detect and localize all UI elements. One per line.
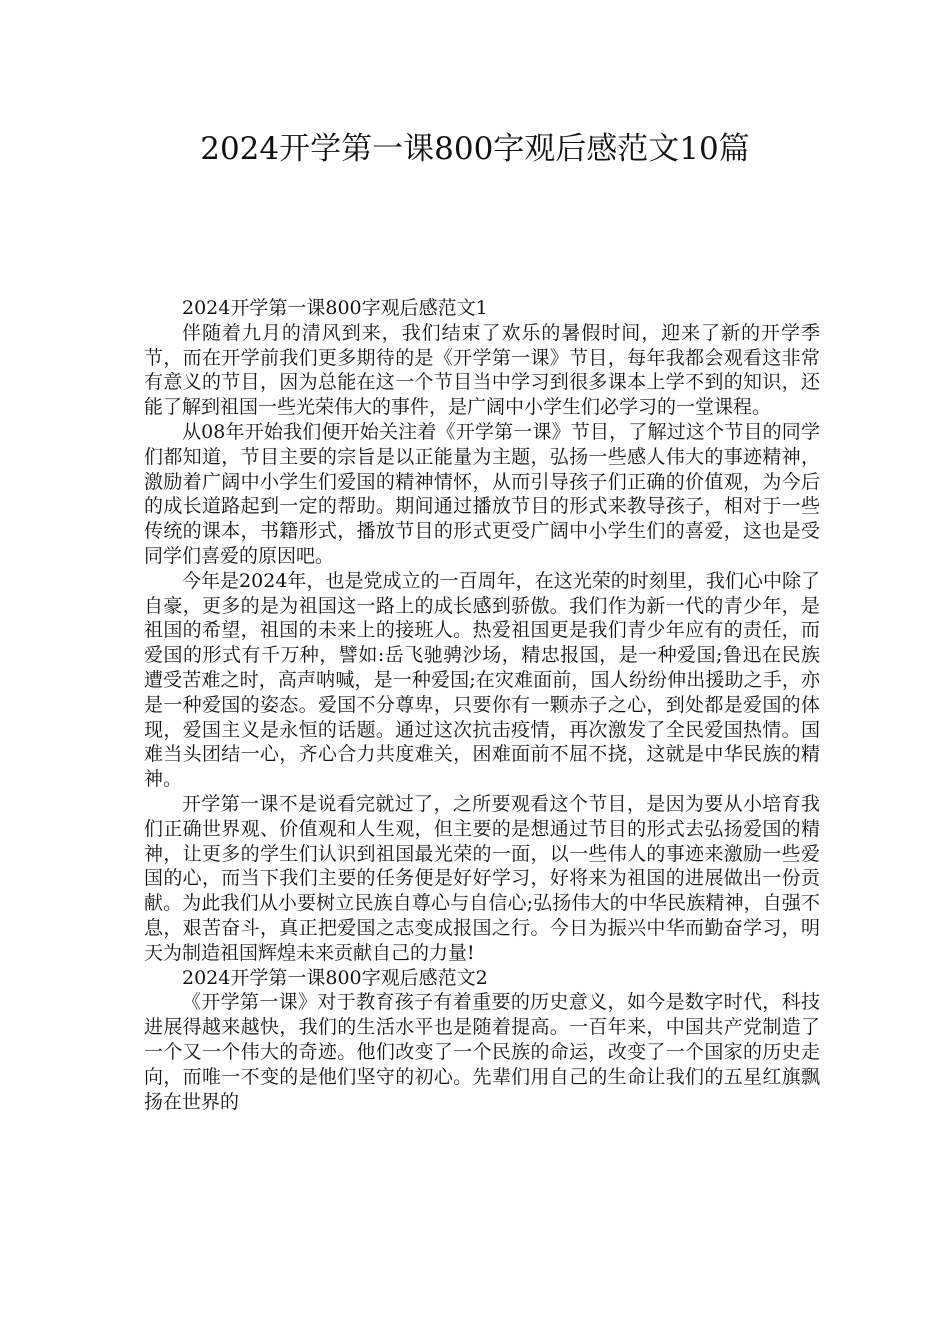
document-body (144, 296, 820, 1114)
document-title: 2024开学第一课800字观后感范文10篇 (200, 131, 750, 167)
paragraph: 开学第一课不是说看完就过了，之所要观看这个节目，是因为要从小培育我们正确世界观、价值观和人生观，但主要的是想通过节目的形式去弘扬爱国的精神，让更多的学生们认识到祖国最光荣的一面，以一些伟人的事迹来激励一些爱国的心，而当下我们主要的任务便是好好学习，好将来为祖国的进展做出一份贡献。为此我们从小要树立民族自尊心与自信心;弘扬伟大的中华民族精神，自强不息，艰苦奋斗，真正把爱国之志变成报国之行。今日为振兴中华而勤奋学习，明天为制造祖国辉煌未来贡献自己的力量! (144, 792, 820, 964)
paragraph: 伴随着九月的清风到来，我们结束了欢乐的暑假时间，迎来了新的开学季节，而在开学前我们更多期待的是《开学第一课》节目，每年我都会观看这非常有意义的节目，因为总能在这一个节目当中学习到很多课本上学不到的知识，还能了解到祖国一些光荣伟大的事件，是广阔中小学生们必学习的一堂课程。 (144, 321, 820, 419)
paragraph: 从08年开始我们便开始关注着《开学第一课》节目，了解过这个节目的同学们都知道，节目主要的宗旨是以正能量为主题，弘扬一些感人伟大的事迹精神，激励着广阔中小学生们爱国的精神情怀，从而引导孩子们正确的价值观，为今后的成长道路起到一定的帮助。期间通过播放节目的形式来教导孩子，相对于一些传统的课本，书籍形式，播放节目的形式更受广阔中小学生们的喜爱，这也是受同学们喜爱的原因吧。 (144, 420, 820, 567)
paragraph: 《开学第一课》对于教育孩子有着重要的历史意义，如今是数字时代，科技进展得越来越快，我们的生活水平也是随着提高。一百年来，中国共产党制造了一个又一个伟大的奇迹。他们改变了一个民族的命运，改变了一个国家的历史走向，而唯一不变的是他们坚守的初心。先辈们用自己的生命让我们的五星红旗飘扬在世界的 (144, 991, 820, 1113)
section-heading: 2024开学第一课800字观后感范文2 (182, 966, 488, 989)
paragraph: 今年是2024年，也是党成立的一百周年，在这光荣的时刻里，我们心中除了自豪，更多的是为祖国这一路上的成长感到骄傲。我们作为新一代的青少年，是祖国的希望，祖国的未来上的接班人。热爱祖国更是我们青少年应有的责任，而爱国的形式有千万种，譬如:岳飞驰骋沙场，精忠报国，是一种爱国;鲁迅在民族遭受苦难之时，高声呐喊，是一种爱国;在灾难面前，国人纷纷伸出援助之手，亦是一种爱国的姿态。爱国不分尊卑，只要你有一颗赤子之心，到处都是爱国的体现，爱国主义是永恒的话题。通过这次抗击疫情，再次激发了全民爱国热情。国难当头团结一心，齐心合力共度难关，困难面前不屈不挠，这就是中华民族的精神。 (144, 569, 820, 791)
section-heading: 2024开学第一课800字观后感范文1 (182, 297, 488, 319)
